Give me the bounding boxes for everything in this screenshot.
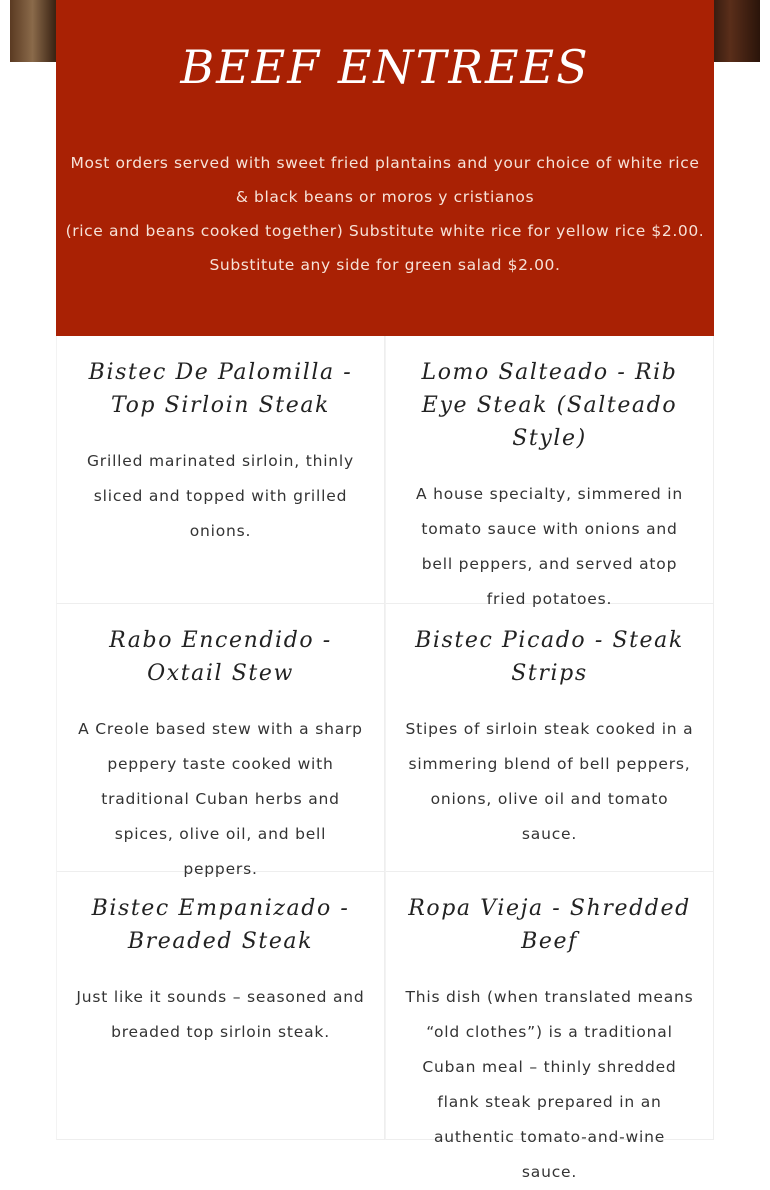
menu-item-ropa-vieja <box>385 872 714 1181</box>
menu-item-name: Ropa Vieja - Shredded Beef <box>408 896 691 954</box>
menu-item-description: Stipes of sirloin steak cooked in a simmering blend of bell peppers, onions, olive oil and tomato sauce. <box>405 720 694 843</box>
menu-grid <box>56 336 714 1181</box>
menu-item-name: Bistec De Palomilla - Top Sirloin Steak <box>88 360 353 418</box>
menu-item-description: Just like it sounds – seasoned and breaded top sirloin steak. <box>76 988 365 1041</box>
menu-item-description: Grilled marinated sirloin, thinly sliced and topped with grilled onions. <box>86 452 355 540</box>
intro-line: Most orders served with sweet fried plantains and your choice of white rice <box>70 154 700 172</box>
menu-item-bistec-empanizado <box>56 872 385 1140</box>
menu-item-name: Bistec Empanizado - Breaded Steak <box>91 896 350 954</box>
menu-item-bistec-picado <box>385 604 714 872</box>
section-intro <box>56 146 714 282</box>
intro-line: & black beans or moros y cristianos <box>235 188 535 206</box>
intro-line: Substitute any side for green salad $2.00. <box>209 256 561 274</box>
menu-item-name: Lomo Salteado - Rib Eye Steak (Salteado Style) <box>421 360 678 451</box>
section-title: BEEF ENTREES <box>180 40 590 94</box>
menu-section <box>56 0 714 1181</box>
section-header <box>56 0 714 336</box>
intro-line: (rice and beans cooked together) Substitute white rice for yellow rice $2.00. <box>65 222 705 240</box>
menu-item-name: Rabo Encendido - Oxtail Stew <box>109 628 332 686</box>
menu-item-name: Bistec Picado - Steak Strips <box>415 628 684 686</box>
menu-item-description: This dish (when translated means “old clothes”) is a traditional Cuban meal – thinly shredded flank steak prepared in an authentic tomato-and-wine sauce. <box>405 988 694 1181</box>
menu-item-rabo-encendido <box>56 604 385 878</box>
menu-item-lomo-salteado <box>385 336 714 608</box>
menu-item-description: A house specialty, simmered in tomato sauce with onions and bell peppers, and served atop fried potatoes. <box>416 485 683 608</box>
menu-item-bistec-de-palomilla <box>56 336 385 604</box>
menu-item-description: A Creole based stew with a sharp peppery taste cooked with traditional Cuban herbs and spices, olive oil, and bell peppers. <box>78 720 363 878</box>
